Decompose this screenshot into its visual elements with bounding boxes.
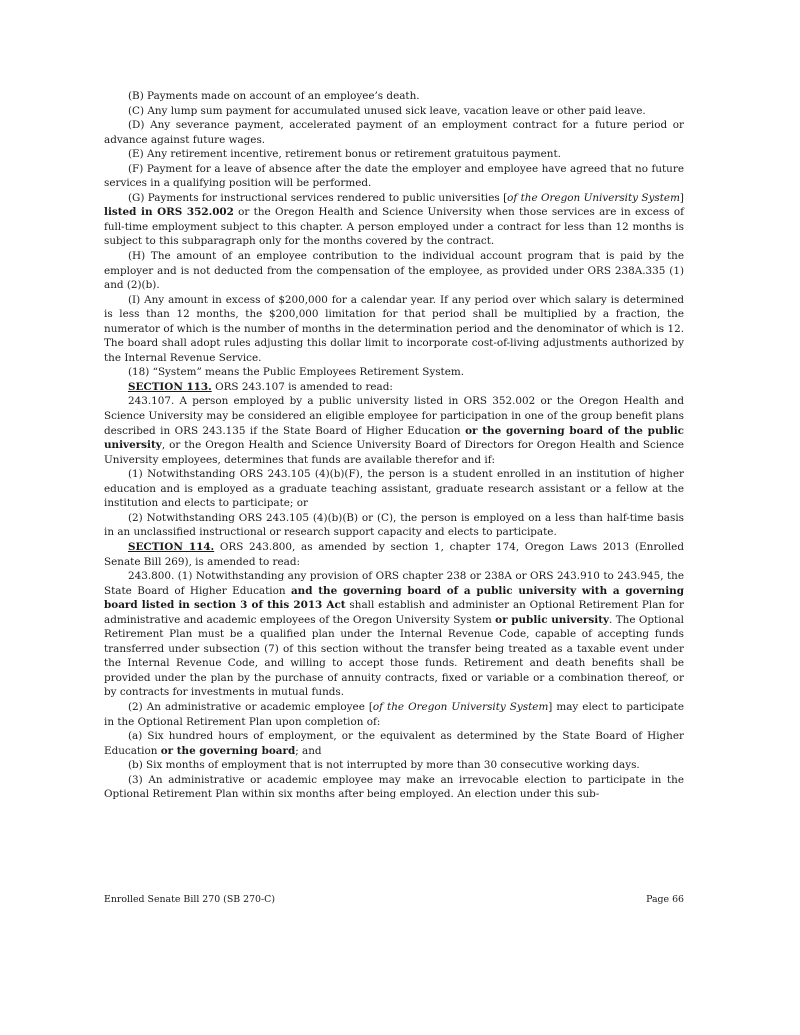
text-run: ORS 243.107 is amended to read: — [211, 380, 393, 393]
text-run: (2) Notwithstanding ORS 243.105 (4)(b)(B) or (C), the person is employed on a less than half-time basis in an unclassified instructional or research support capacity and elects to participate. — [104, 511, 684, 539]
text-run: of the Oregon University System — [507, 191, 680, 204]
paragraph — [104, 540, 684, 569]
paragraph — [104, 249, 684, 293]
paragraph — [104, 467, 684, 511]
text-run: (b) Six months of employment that is not interrupted by more than 30 consecutive working days. — [128, 759, 640, 772]
paragraph — [104, 365, 684, 380]
text-run: listed in ORS 352.002 — [104, 206, 234, 219]
text-run: (E) Any retirement incentive, retirement bonus or retirement gratuitous payment. — [128, 148, 561, 161]
text-run: 243.800. (1) Notwithstanding any provision of ORS chapter 238 or 238A or ORS 243.910 to 243.945, the State Board of Higher Education — [104, 570, 684, 597]
paragraph — [104, 700, 684, 729]
text-run: (18) “System” means the Public Employees Retirement System. — [128, 366, 465, 379]
text-run: (G) Payments for instructional services rendered to public universities [ — [128, 191, 508, 204]
paragraph — [104, 162, 684, 191]
text-run: . The Optional Retirement Plan must be a qualified plan under the Internal Revenue Code, capable of accepting funds transferred under subsection (7) of this section without the transfer being treated as a taxable event under the Internal Revenue Code, and willing to accept those funds. Retirement and death benefits shall be provided under the plan by the purchase of annuity contracts, fixed or variable or a combination thereof, or by contracts for investments in mutual funds. — [104, 613, 684, 699]
paragraph — [104, 758, 684, 773]
text-run: 243.107. A person employed by a public university listed in ORS 352.002 or the Oregon Health and Science University may be considered an eligible employee for participation in one of the group benefit plans described in ORS 243.135 if the State Board of Higher Education — [104, 395, 684, 437]
paragraph — [104, 773, 684, 802]
paragraph — [104, 394, 684, 467]
text-run: (D) Any severance payment, accelerated payment of an employment contract for a future period or advance against future wages. — [104, 119, 684, 146]
text-run: or public university — [495, 613, 610, 626]
text-run: ; and — [295, 744, 322, 757]
text-run: or the Oregon Health and Science University when those services are in excess of full-time employment subject to this chapter. A person employed under a contract for less than 12 months is subject to this subparagraph only for the months covered by the contract. — [104, 206, 684, 248]
text-run: and the governing board of a public university with a governing board listed in section 3 of this 2013 Act — [104, 584, 684, 612]
footer-bill-title: Enrolled Senate Bill 270 (SB 270-C) — [104, 894, 276, 905]
paragraph — [104, 569, 684, 700]
text-run: ORS 243.800, as amended by section 1, chapter 174, Oregon Laws 2013 (Enrolled Senate Bill 269), is amended to read: — [104, 540, 684, 568]
section-heading: SECTION 114. — [128, 540, 215, 553]
text-run: shall establish and administer an Optional Retirement Plan for administrative and academic employees of the Oregon University System — [104, 599, 685, 626]
text-run: (B) Payments made on account of an employee’s death. — [128, 90, 420, 102]
text-run: of the Oregon University System — [372, 700, 549, 713]
page-footer — [104, 894, 684, 905]
text-run: (H) The amount of an employee contribution to the individual account program that is paid by the employer and is not deducted from the compensation of the employee, as provided under ORS 238A.335 (1) and (2)(b). — [104, 250, 684, 292]
paragraph — [104, 147, 684, 162]
text-run: (2) An administrative or academic employee [ — [128, 700, 373, 713]
paragraph — [104, 729, 684, 758]
paragraph — [104, 89, 684, 104]
text-run: (3) An administrative or academic employee may make an irrevocable election to participate in the Optional Retirement Plan within six months after being employed. An election under this sub- — [104, 773, 684, 801]
paragraph — [104, 118, 684, 147]
text-run: or the governing board — [160, 744, 296, 757]
section-heading: SECTION 113. — [128, 380, 212, 393]
paragraph — [104, 511, 684, 540]
text-run: ] — [679, 191, 684, 204]
footer-page-number: Page 66 — [646, 894, 684, 905]
text-run: , or the Oregon Health and Science University Board of Directors for Oregon Health and Science University employees, determines that funds are available therefor and if: — [104, 439, 684, 466]
text-run: (I) Any amount in excess of $200,000 for a calendar year. If any period over which salary is determined is less than 12 months, the $200,000 limitation for that period shall be multiplied by a fraction, the numerator of which is the number of months in the determination period and the denominator of which is 12. The board shall adopt rules adjusting this dollar limit to incorporate cost-of-living adjustments authorized by the Internal Revenue Service. — [104, 293, 684, 364]
paragraph — [104, 191, 684, 249]
paragraph — [104, 293, 684, 366]
text-run: (C) Any lump sum payment for accumulated unused sick leave, vacation leave or other paid leave. — [128, 104, 646, 117]
paragraph — [104, 104, 684, 119]
text-run: (F) Payment for a leave of absence after the date the employer and employee have agreed that no future services in a qualifying position will be performed. — [104, 162, 684, 190]
text-run: ] may elect to participate in the Optional Retirement Plan upon completion of: — [104, 700, 685, 728]
text-run: or the governing board of the public university — [104, 424, 684, 452]
text-run: (a) Six hundred hours of employment, or the equivalent as determined by the State Board of Higher Education — [104, 730, 684, 757]
paragraph — [104, 380, 684, 395]
text-run: (1) Notwithstanding ORS 243.105 (4)(b)(F), the person is a student enrolled in an institution of higher education and is employed as a graduate teaching assistant, graduate research assistant or a fellow at the institution and elects to participate; or — [104, 468, 684, 510]
document-body — [104, 89, 684, 802]
